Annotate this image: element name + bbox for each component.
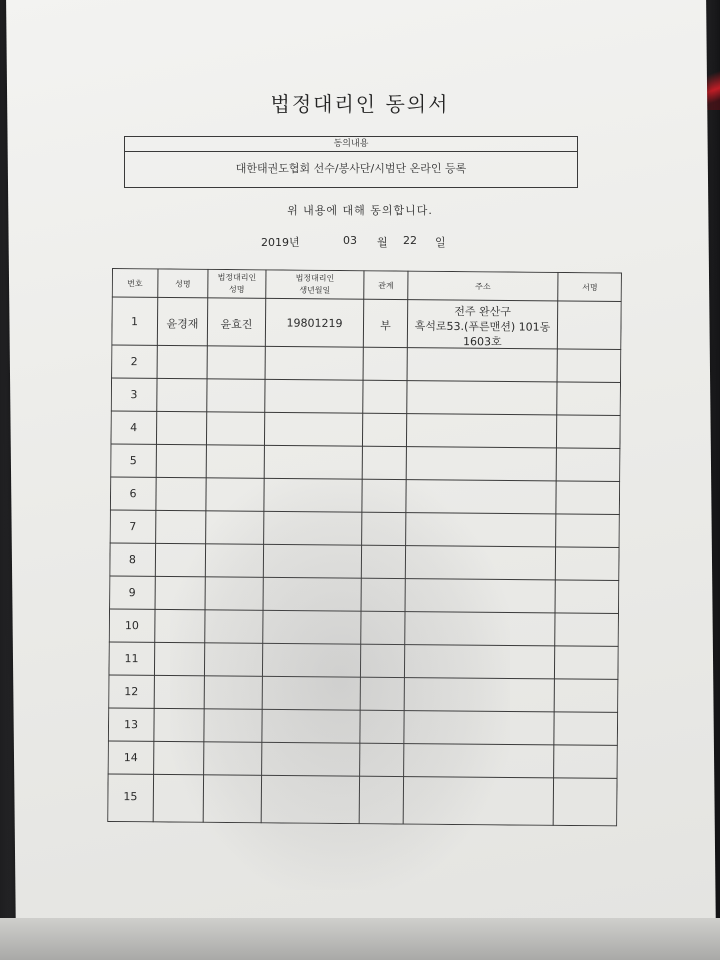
row-number: 1	[130, 315, 139, 329]
row-number: 5	[129, 454, 137, 468]
row-number: 3	[130, 388, 138, 402]
guardian-birthdate: 19801219	[286, 316, 343, 331]
row-number: 10	[124, 619, 139, 633]
row-number: 6	[129, 487, 137, 501]
header-relation: 관계	[378, 281, 394, 291]
row-number: 7	[129, 520, 137, 534]
consent-content: 대한태권도협회 선수/봉사단/시범단 온라인 등록	[235, 162, 467, 175]
header-name: 성명	[175, 279, 191, 289]
header-guardian-birth-line2: 생년월일	[299, 285, 331, 295]
table-grid-lines	[107, 268, 622, 826]
guardian-name: 윤효진	[220, 317, 253, 332]
guardian-relation: 부	[380, 319, 391, 333]
row-number: 8	[128, 553, 137, 567]
consent-header: 동의내용	[125, 137, 577, 152]
header-signature: 서명	[582, 283, 598, 293]
header-no: 번호	[127, 279, 143, 289]
date-day-unit: 일	[435, 236, 446, 249]
header-guardian-birth-line1: 법정대리인	[295, 273, 335, 283]
row-number: 14	[123, 751, 138, 765]
consent-box	[124, 136, 578, 188]
row-number: 15	[123, 790, 138, 804]
date-year: 2019년	[261, 236, 300, 249]
date-row	[255, 234, 515, 250]
row-number: 2	[130, 355, 138, 369]
address-line3: 1603호	[463, 335, 502, 349]
guardian-table	[107, 268, 622, 826]
row-number: 9	[128, 586, 136, 600]
paper-stack-edge	[0, 918, 720, 960]
date-day: 22	[403, 234, 417, 247]
row-number: 13	[123, 718, 139, 732]
header-guardian-name-line1: 법정대리인	[217, 272, 257, 283]
document-title: 법정대리인 동의서	[270, 92, 450, 116]
row-number: 11	[124, 652, 139, 666]
header-guardian-name-line2: 성명	[229, 285, 245, 295]
row-number: 4	[130, 421, 138, 435]
agreement-text: 위 내용에 대해 동의합니다.	[287, 204, 433, 217]
address-line2: 흑석로53.(푸른맨션) 101동	[414, 319, 551, 334]
address-line1: 전주 완산구	[454, 304, 512, 319]
child-name: 윤경재	[166, 317, 199, 331]
row-number: 12	[124, 685, 139, 699]
date-month: 03	[343, 234, 357, 247]
date-month-unit: 월	[377, 236, 388, 249]
header-address: 주소	[475, 282, 491, 292]
